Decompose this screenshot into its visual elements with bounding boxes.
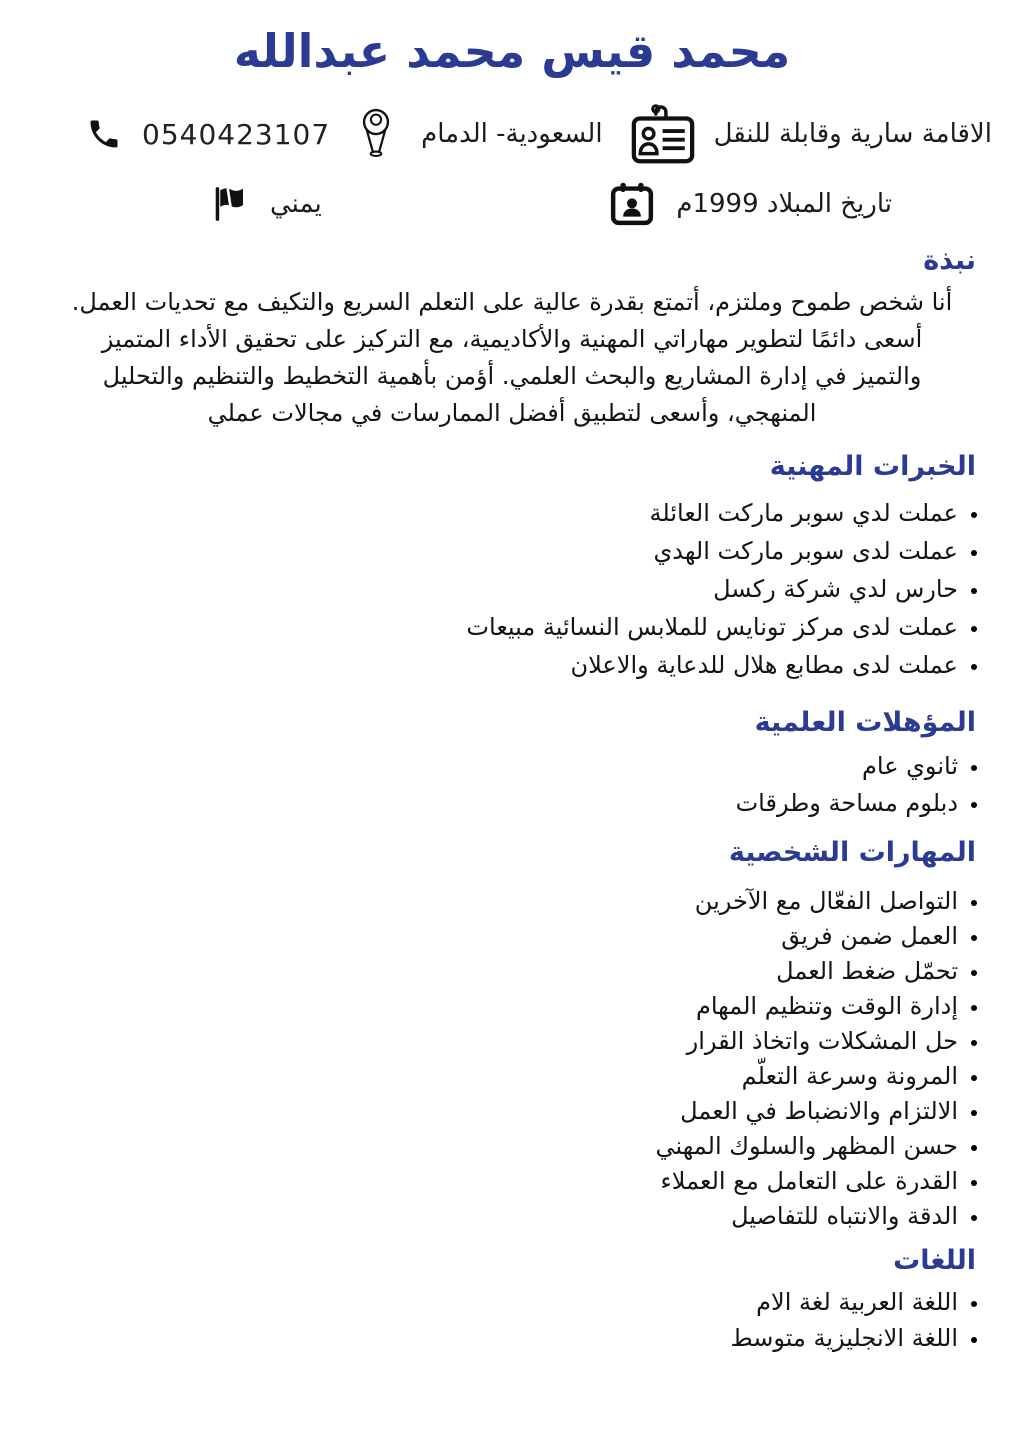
- section-title-about: نبذة: [923, 245, 976, 277]
- skill-item: • العمل ضمن فريق: [48, 919, 958, 954]
- nationality-item: [208, 183, 322, 225]
- about-paragraph: [48, 284, 976, 432]
- phone-icon: [86, 116, 122, 152]
- skill-item: • القدرة على التعامل مع العملاء: [48, 1164, 958, 1199]
- about-line: المنهجي، وأسعى لتطبيق أفضل الممارسات في مجالات عملي: [207, 399, 817, 428]
- section-title-qualifications: المؤهلات العلمية: [754, 707, 976, 739]
- skill-item: • التواصل الفعّال مع الآخرين: [48, 884, 958, 919]
- birth-date-item: [608, 180, 892, 228]
- section-title-experience: الخبرات المهنية: [769, 451, 976, 483]
- contact-row-2: [0, 176, 1024, 232]
- about-line: أنا شخص طموح وملتزم، أتمتع بقدرة عالية على التعلم السريع والتكيف مع تحديات العمل.: [71, 288, 953, 317]
- location-text: السعودية- الدمام: [421, 119, 603, 150]
- about-line: والتميز في إدارة المشاريع والبحث العلمي. أؤمن بأهمية التخطيط والتنظيم والتحليل: [102, 362, 922, 391]
- phone-item: [86, 116, 330, 152]
- section-title-languages: اللغات: [893, 1245, 976, 1277]
- languages-list: [48, 1284, 976, 1356]
- residency-item: [628, 100, 992, 168]
- location-pin-icon: [355, 105, 397, 163]
- resume-body: [0, 242, 1024, 1356]
- calendar-icon: [608, 180, 656, 228]
- skill-item: • حسن المظهر والسلوك المهني: [48, 1129, 958, 1164]
- skill-item: • الدقة والانتباه للتفاصيل: [48, 1199, 958, 1234]
- flag-icon: [208, 183, 250, 225]
- experience-item: • عملت لدى مطابع هلال للدعاية والاعلان: [48, 646, 958, 684]
- experience-item: • حارس لدي شركة ركسل: [48, 570, 958, 608]
- section-title-skills: المهارات الشخصية: [728, 837, 976, 869]
- qualification-item: • ثانوي عام: [48, 748, 958, 785]
- nationality-text: يمني: [270, 189, 322, 220]
- id-card-icon: [628, 100, 698, 168]
- language-item: • اللغة الانجليزية متوسط: [48, 1320, 958, 1356]
- residency-text: الاقامة سارية وقابلة للنقل: [713, 119, 992, 150]
- qualifications-list: [48, 748, 976, 822]
- contact-row-1: [0, 94, 1024, 174]
- skill-item: • الالتزام والانضباط في العمل: [48, 1094, 958, 1129]
- skills-list: [48, 884, 976, 1234]
- skill-item: • إدارة الوقت وتنظيم المهام: [48, 989, 958, 1024]
- location-item: [355, 105, 602, 163]
- phone-number: 0540423107: [142, 117, 331, 151]
- qualification-item: • دبلوم مساحة وطرقات: [48, 785, 958, 822]
- language-item: • اللغة العربية لغة الام: [48, 1284, 958, 1320]
- experience-item: • عملت لدي سوبر ماركت العائلة: [48, 494, 958, 532]
- experience-item: • عملت لدى سوبر ماركت الهدي: [48, 532, 958, 570]
- skill-item: • المرونة وسرعة التعلّم: [48, 1059, 958, 1094]
- skill-item: • حل المشكلات واتخاذ القرار: [48, 1024, 958, 1059]
- skill-item: • تحمّل ضغط العمل: [48, 954, 958, 989]
- experience-list: [48, 494, 976, 684]
- experience-item: • عملت لدى مركز تونايس للملابس النسائية مبيعات: [48, 608, 958, 646]
- about-line: أسعى دائمًا لتطوير مهاراتي المهنية والأكاديمية، مع التركيز على تحقيق الأداء المتميز: [101, 325, 923, 354]
- page-title: محمد قيس محمد عبدالله: [233, 24, 791, 78]
- birth-date-text: تاريخ المبلاد 1999م: [676, 189, 892, 220]
